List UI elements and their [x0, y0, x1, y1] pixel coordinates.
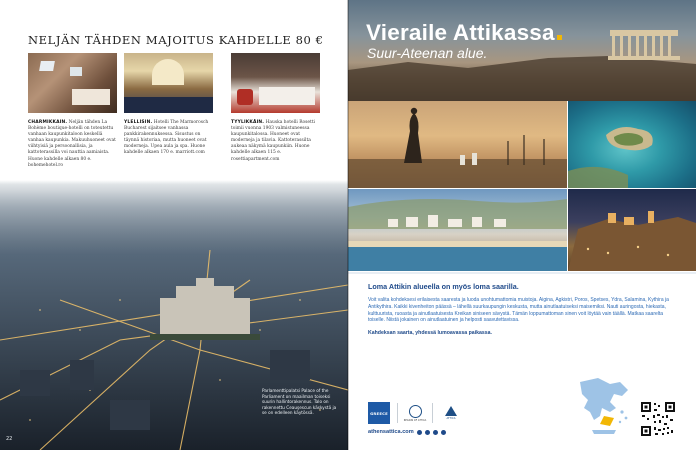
logo-separator — [432, 403, 433, 423]
crest-label: REGION OF ATTICA — [403, 418, 427, 422]
advert-paragraph: Voit valita kohdeksesi erilaisesta saaresta ja luoda unohtumattomia muistoja. Aigina, Agkistri, Poros, Spetses, Ydra, Salamina, Kythira ja Antikythira. Kaikki kivenheiton päässä – lähellä suurkaupungin keskusta, mutta ainutlaatuiseksi maisemiksi. Nauti auringosta, hiekasta, kulttuurista, ruoasta ja ainutlaatuisesta Kreikan siniseen sävystä. Tämän loppumattoman sinen voit löytää vain täällä. Matkaa saarelta toiselle. Niistä jokainen on ainutlaatuinen ja helposti saavutettavissa. — [368, 297, 669, 324]
hero-banner — [348, 0, 696, 101]
sponsor-logos — [368, 402, 462, 424]
attica-triangle-icon — [445, 406, 457, 416]
qr-code[interactable] — [640, 401, 676, 437]
logo-separator — [397, 403, 398, 423]
advert-tagline: Kahdeksan saarta, yhdessä lumoavassa paikassa. — [368, 330, 492, 337]
hotel-description-2 — [124, 120, 213, 157]
divider — [348, 272, 696, 274]
hotel-photo-room — [231, 53, 320, 113]
island-aerial-photo — [568, 101, 696, 188]
hotel-photo-bedroom — [28, 53, 117, 113]
hero-subtitle: Suur-Ateenan alue. — [367, 45, 488, 61]
castle-night-photo — [568, 189, 696, 271]
hotel-text: Hotelli The Marmorosch Bucharest sijaitsee vanhassa pankkirakennuksessa. Sisustus on täynnä historiaa, mutta huoneet ovat moderneja. Upea aula ja spa. Huone kahdelle alkaen 170 e. marriott.com — [124, 120, 209, 156]
attica-label: ATTICA — [446, 417, 456, 420]
statue-sunset-photo — [348, 101, 567, 188]
hotel-description-3 — [231, 120, 320, 163]
hero-title: Vieraile Attikassa — [366, 20, 562, 46]
hotel-name: YLELLISIN. — [124, 120, 153, 125]
hotel-text: Hauska hotelli Rosetti toimii vuonna 1903 valmistuneessa kaupunkitalossa. Huoneet ovat moderneja ja tilavia. Kattoterassilta aukeaa näkymä kaupunkiin. Huone kahdelle alkaen 115 e. rosettiapartment.com — [231, 120, 315, 162]
harbor-town-photo — [348, 189, 567, 271]
region-crest-logo — [405, 402, 425, 424]
website-url[interactable]: athensattica.com — [368, 429, 414, 435]
website-link[interactable] — [368, 429, 446, 435]
social-icon-1[interactable] — [417, 430, 422, 435]
hotel-name: TYYLIKKÄIN. — [231, 120, 265, 125]
crest-icon — [409, 405, 422, 418]
page-title: NELJÄN TÄHDEN MAJOITUS KAHDELLE 80 € — [28, 33, 324, 47]
social-icon-3[interactable] — [433, 430, 438, 435]
social-icon-2[interactable] — [425, 430, 430, 435]
page-fold — [347, 0, 349, 450]
hotel-text: Neljän tähden La Bohème boutique-hotelli on toteutettu vanhaan kaupunkitaloon keskellä vanhaa kaupunkia. Makuuhuoneet ovat viihtyisiä ja persoonallisia, ja kattoterassilla voi nauttia aamiaista. Huone kahdelle alkaen 80 e. bohemehotel.ro — [28, 120, 116, 168]
advert-body — [368, 282, 680, 336]
accent-dot — [557, 35, 562, 40]
hotel-photo-lobby — [124, 53, 213, 113]
greece-map-icon — [570, 372, 636, 438]
attica-logo — [440, 402, 462, 424]
right-page-advert — [348, 0, 696, 450]
page-number: 22 — [6, 436, 13, 442]
hotel-name: CHARMIKKAIN. — [28, 120, 68, 125]
hotel-description-1 — [28, 120, 117, 169]
advert-headline: Loma Attikin alueella on myös loma saarilla. — [368, 282, 519, 291]
greece-logo: GREECE — [368, 402, 390, 424]
social-icon-4[interactable] — [441, 430, 446, 435]
photo-caption: Parlamenttipalatsi Palace of the Parliament on maailman toiseksi suurin hallintorakennus. Talo on rakennettu Ceauşescun käskystä ja se on edelleen käytössä. — [262, 388, 337, 416]
